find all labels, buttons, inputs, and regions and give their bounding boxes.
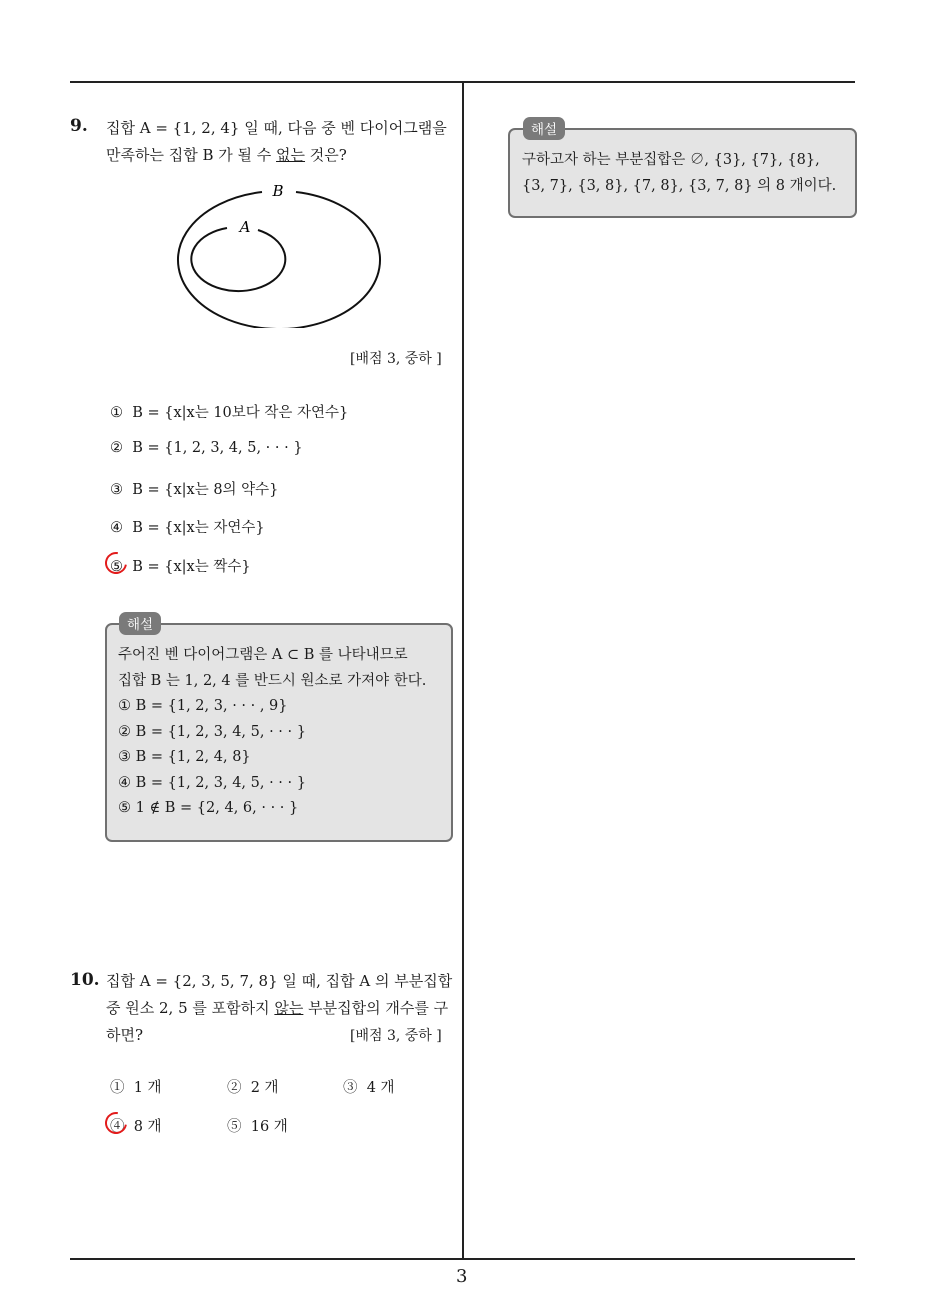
venn-set-b-circle <box>178 192 380 328</box>
q9-solution-line-5: ③ B = {1, 2, 4, 8} <box>118 749 251 765</box>
q9-solution-line-1: 주어진 벤 다이어그램은 A ⊂ B 를 나타내므로 <box>118 647 408 663</box>
question-10-underlined-word: 않는 <box>274 999 304 1017</box>
q10-choice-1-text: 1 개 <box>133 1080 162 1096</box>
q10-choice-4-text: 8 개 <box>133 1119 162 1135</box>
question-9-text <box>106 115 458 169</box>
question-10-line-2 <box>106 995 458 1022</box>
q9-choice-1-marker: ① <box>110 405 123 421</box>
column-divider <box>462 82 464 1259</box>
q9-choice-2-text: B = {1, 2, 3, 4, 5, · · · } <box>132 440 303 456</box>
q9-solution-line-6: ④ B = {1, 2, 3, 4, 5, · · · } <box>118 774 306 791</box>
q9-choice-1-text: B = {x|x는 10보다 작은 자연수} <box>132 405 349 421</box>
question-10-score: [배점 3, 중하 ] <box>350 1028 442 1044</box>
question-10-line-3: 하면? <box>106 1026 144 1044</box>
question-9-line-2-pre: 만족하는 집합 B 가 될 수 <box>106 146 277 164</box>
question-10-line-2-pre: 중 원소 2, 5 를 포함하지 <box>106 999 275 1017</box>
venn-set-a-circle <box>191 228 285 291</box>
q10-solution-line-1: 구하고자 하는 부분집합은 ∅, {3}, {7}, {8}, <box>522 152 820 168</box>
q9-choice-4-text: B = {x|x는 자연수} <box>132 520 265 536</box>
question-9-score: [배점 3, 중하 ] <box>350 351 442 367</box>
question-10-line-2-post: 부분집합의 개수를 구 <box>303 999 449 1017</box>
venn-label-b: B <box>272 182 284 200</box>
q10-choice-5-marker: ⑤ <box>227 1119 242 1135</box>
venn-diagram <box>170 178 390 328</box>
q10-choice-3[interactable] <box>343 1076 395 1097</box>
question-9-line-2 <box>106 142 458 169</box>
question-10-solution-text <box>522 148 836 199</box>
q9-choice-1[interactable] <box>110 401 348 422</box>
question-9-solution-tag: 해설 <box>119 612 161 635</box>
q9-choice-2[interactable] <box>110 440 303 456</box>
bottom-rule <box>70 1258 855 1260</box>
q9-solution-line-7: ⑤ 1 ∉ B = {2, 4, 6, · · · } <box>118 800 299 816</box>
q10-choice-2-marker: ② <box>227 1080 242 1096</box>
q9-solution-line-3: ① B = {1, 2, 3, · · · , 9} <box>118 698 288 714</box>
q10-choice-5-text: 16 개 <box>250 1119 288 1135</box>
q10-choice-3-text: 4 개 <box>366 1080 395 1096</box>
q9-choice-5-text: B = {x|x는 짝수} <box>132 559 251 575</box>
q10-choice-3-marker: ③ <box>343 1080 358 1096</box>
q9-choice-4[interactable] <box>110 516 265 537</box>
question-9-underlined-word: 없는 <box>276 146 306 164</box>
q9-solution-line-4: ② B = {1, 2, 3, 4, 5, · · · } <box>118 723 306 740</box>
q10-choice-2-text: 2 개 <box>250 1080 279 1096</box>
q9-choice-5-marker: ⑤ <box>110 559 123 575</box>
q10-choice-5[interactable] <box>227 1115 288 1136</box>
question-10-number: 10. <box>70 970 100 990</box>
question-10-solution-tag: 해설 <box>523 117 565 140</box>
q9-choice-5[interactable] <box>110 555 251 576</box>
question-9-solution-text <box>118 643 426 822</box>
q9-choice-2-marker: ② <box>110 440 123 456</box>
q10-choice-4-marker: ④ <box>110 1119 125 1135</box>
q9-choice-4-marker: ④ <box>110 520 123 536</box>
q10-choice-2[interactable] <box>227 1076 279 1097</box>
question-9-number: 9. <box>70 116 88 136</box>
q9-solution-line-2: 집합 B 는 1, 2, 4 를 반드시 원소로 가져야 한다. <box>118 672 427 689</box>
q10-choice-1-marker: ① <box>110 1080 125 1096</box>
question-9-line-1: 집합 A = {1, 2, 4} 일 때, 다음 중 벤 다이어그램을 <box>106 119 447 137</box>
q10-solution-line-2: {3, 7}, {3, 8}, {7, 8}, {3, 7, 8} 의 8 개이다. <box>522 177 837 194</box>
q9-choice-3[interactable] <box>110 478 278 499</box>
question-10-line-1: 집합 A = {2, 3, 5, 7, 8} 일 때, 집합 A 의 부분집합 <box>106 972 453 990</box>
question-9-line-2-post: 것은? <box>305 146 347 164</box>
page-number: 3 <box>456 1266 468 1287</box>
q9-choice-3-text: B = {x|x는 8의 약수} <box>132 482 279 498</box>
q9-choice-3-marker: ③ <box>110 482 123 498</box>
q10-choice-1[interactable] <box>110 1076 162 1097</box>
venn-label-a: A <box>239 218 251 236</box>
